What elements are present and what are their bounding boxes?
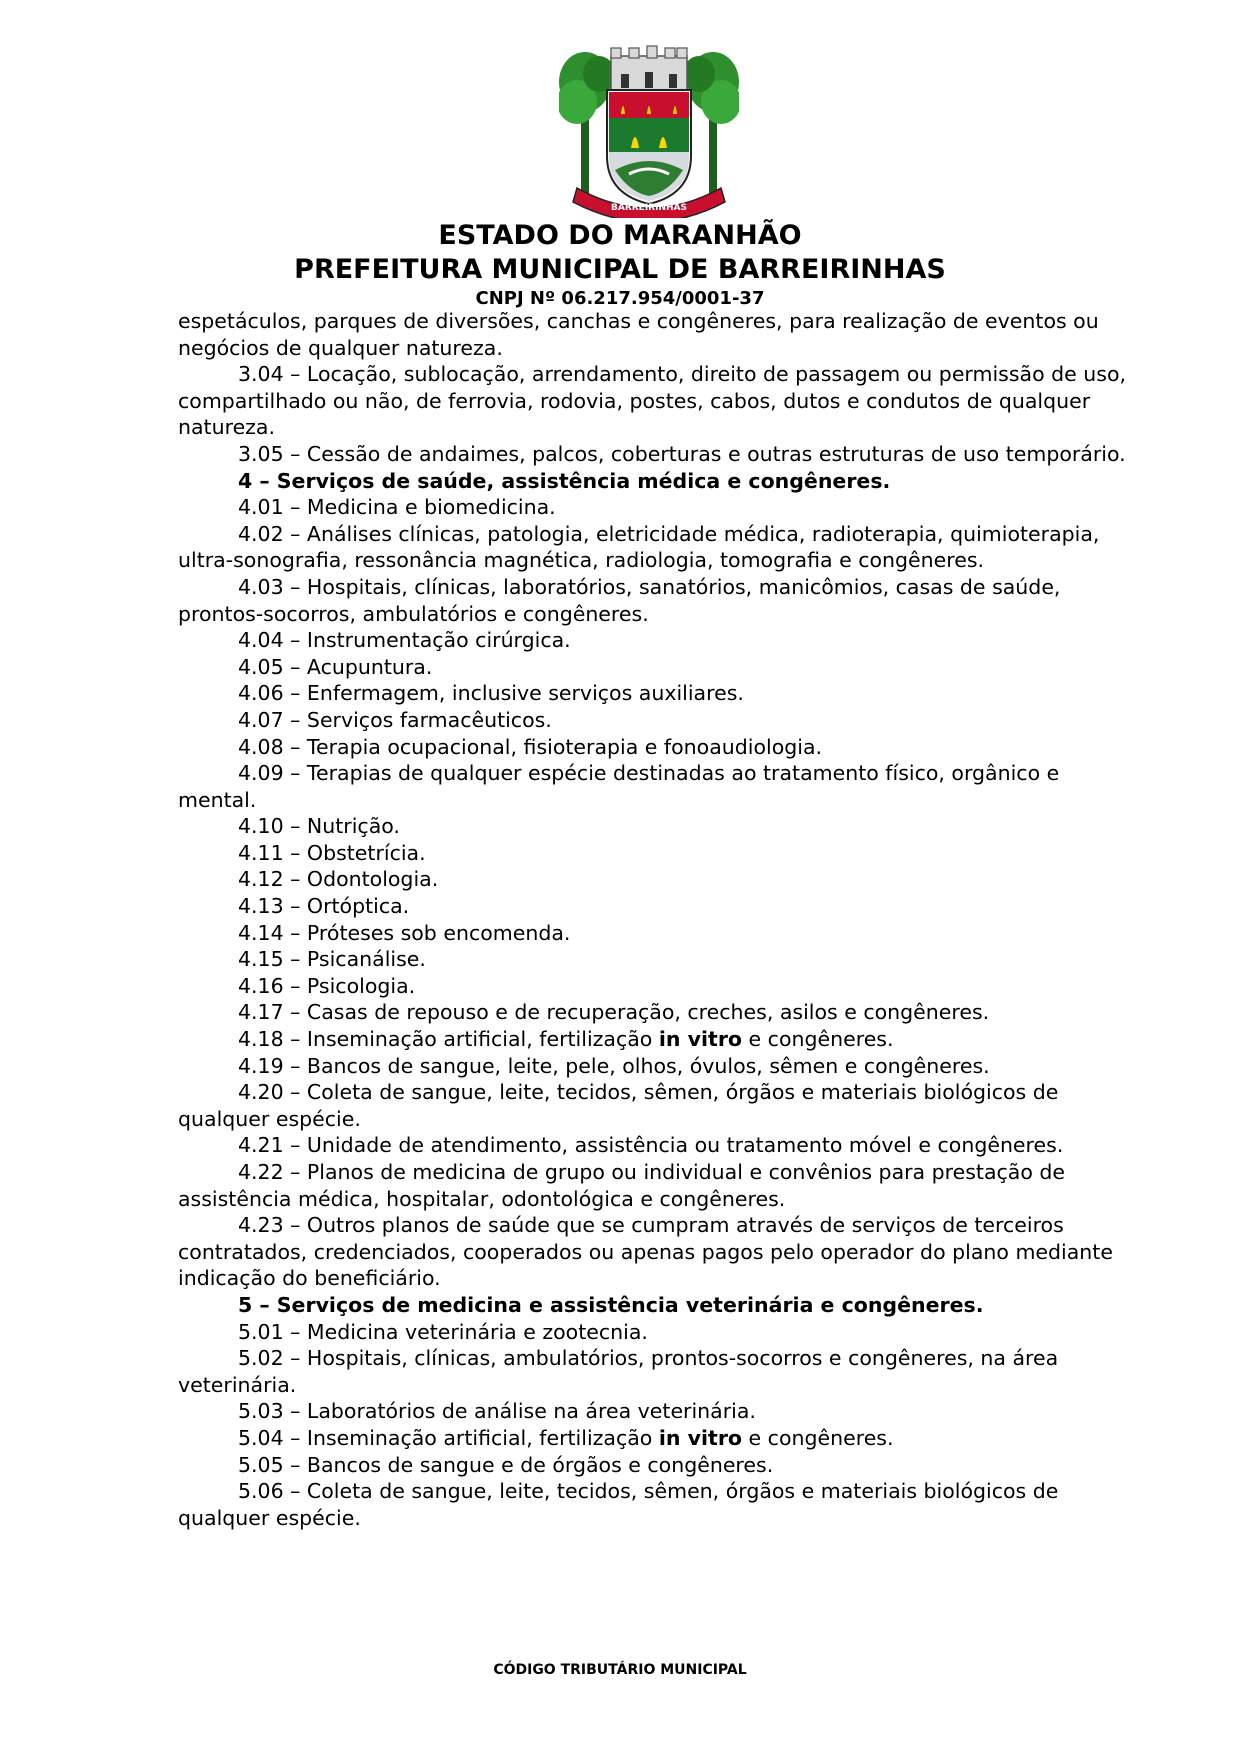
- document-body: [178, 308, 1138, 1531]
- crest-banner-text: BARREIRINHAS: [611, 203, 687, 213]
- item-4-23: 4.23 – Outros planos de saúde que se cumpram através de serviços de terceiros contratados, credenciados, cooperados ou apenas pagos pelo operador do plano mediante indicação do beneficiário.: [178, 1213, 1113, 1291]
- item-5-02: 5.02 – Hospitais, clínicas, ambulatórios, prontos-socorros e congêneres, na área veterinária.: [178, 1346, 1059, 1397]
- item-4-03: 4.03 – Hospitais, clínicas, laboratórios, sanatórios, manicômios, casas de saúde, prontos-socorros, ambulatórios e congêneres.: [178, 574, 1061, 626]
- item-3-04: 3.04 – Locação, sublocação, arrendamento, direito de passagem ou permissão de uso, compartilhado ou não, de ferrovia, rodovia, postes, cabos, dutos e condutos de qualquer natureza.: [178, 362, 1127, 440]
- item-4-12: 4.12 – Odontologia.: [238, 867, 439, 892]
- item-4-20: 4.20 – Coleta de sangue, leite, tecidos, sêmen, órgãos e materiais biológicos de qualquer espécie.: [178, 1080, 1059, 1131]
- section-5-heading: 5 – Serviços de medicina e assistência veterinária e congêneres.: [238, 1292, 984, 1317]
- item-4-18: [178, 1026, 1138, 1053]
- item-4-16: 4.16 – Psicologia.: [238, 973, 416, 998]
- item-4-11: 4.11 – Obstetrícia.: [238, 840, 426, 865]
- item-4-04: 4.04 – Instrumentação cirúrgica.: [238, 628, 571, 653]
- item-4-13: 4.13 – Ortóptica.: [238, 894, 410, 919]
- item-4-17: 4.17 – Casas de repouso e de recuperação, creches, asilos e congêneres.: [238, 1000, 990, 1025]
- item-4-14: 4.14 – Próteses sob encomenda.: [238, 920, 571, 945]
- item-4-02: 4.02 – Análises clínicas, patologia, eletricidade médica, radioterapia, quimioterapia, ultra-sonografia, ressonância magnética, radiologia, tomografia e congêneres.: [178, 521, 1100, 573]
- in-vitro-term: in vitro: [658, 1027, 743, 1052]
- item-4-21: 4.21 – Unidade de atendimento, assistência ou tratamento móvel e congêneres.: [238, 1133, 1064, 1158]
- paragraph: espetáculos, parques de diversões, canchas e congêneres, para realização de eventos ou negócios de qualquer natureza.: [178, 309, 1099, 360]
- municipality-title: PREFEITURA MUNICIPAL DE BARREIRINHAS: [294, 254, 946, 285]
- municipal-crest: [559, 44, 739, 218]
- item-3-05: 3.05 – Cessão de andaimes, palcos, coberturas e outras estruturas de uso temporário.: [238, 441, 1126, 466]
- item-text: 4.18 – Inseminação artificial, fertilização: [238, 1027, 659, 1052]
- item-4-19: 4.19 – Bancos de sangue, leite, pele, olhos, óvulos, sêmen e congêneres.: [238, 1053, 990, 1078]
- item-4-08: 4.08 – Terapia ocupacional, fisioterapia e fonoaudiologia.: [238, 734, 823, 759]
- cnpj-line: CNPJ Nº 06.217.954/0001-37: [475, 288, 765, 309]
- state-title: ESTADO DO MARANHÃO: [438, 220, 802, 251]
- section-4-heading: 4 – Serviços de saúde, assistência médica e congêneres.: [238, 468, 891, 493]
- item-5-03: 5.03 – Laboratórios de análise na área veterinária.: [238, 1399, 756, 1424]
- item-4-05: 4.05 – Acupuntura.: [238, 654, 433, 679]
- item-5-05: 5.05 – Bancos de sangue e de órgãos e congêneres.: [238, 1452, 774, 1477]
- item-5-01: 5.01 – Medicina veterinária e zootecnia.: [238, 1319, 648, 1344]
- castle-crown-icon: [611, 46, 687, 90]
- footer-title: CÓDIGO TRIBUTÁRIO MUNICIPAL: [493, 1662, 747, 1678]
- item-4-22: 4.22 – Planos de medicina de grupo ou individual e convênios para prestação de assistência médica, hospitalar, odontológica e congêneres.: [178, 1160, 1066, 1211]
- item-4-01: 4.01 – Medicina e biomedicina.: [238, 495, 556, 520]
- item-4-10: 4.10 – Nutrição.: [238, 814, 400, 839]
- item-text: e congêneres.: [742, 1425, 894, 1450]
- shield-icon: [607, 90, 691, 204]
- item-5-04: [178, 1425, 1138, 1452]
- item-text: e congêneres.: [742, 1027, 894, 1052]
- item-4-06: 4.06 – Enfermagem, inclusive serviços auxiliares.: [238, 681, 744, 706]
- item-4-09: 4.09 – Terapias de qualquer espécie destinadas ao tratamento físico, orgânico e mental.: [178, 761, 1060, 812]
- item-4-07: 4.07 – Serviços farmacêuticos.: [238, 707, 552, 732]
- item-4-15: 4.15 – Psicanálise.: [238, 947, 426, 972]
- item-5-06: 5.06 – Coleta de sangue, leite, tecidos, sêmen, órgãos e materiais biológicos de qualquer espécie.: [178, 1479, 1059, 1530]
- item-text: 5.04 – Inseminação artificial, fertilização: [238, 1425, 659, 1450]
- in-vitro-term: in vitro: [658, 1425, 743, 1450]
